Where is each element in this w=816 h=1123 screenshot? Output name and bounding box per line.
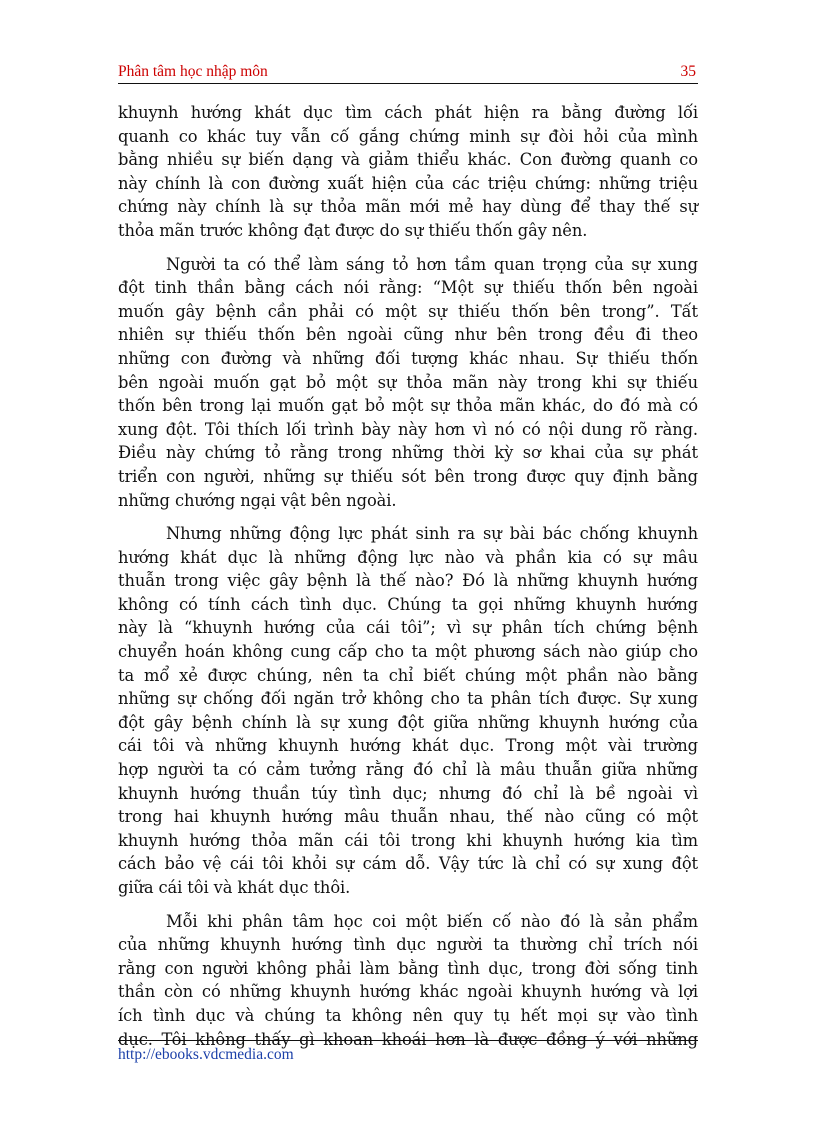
text-line: rằng con người không phải làm bằng tình dục, trong đời sống tinh — [118, 958, 698, 978]
text-line: đột gây bệnh chính là sự xung đột giữa những khuynh hướng của — [118, 712, 698, 732]
page-number: 35 — [680, 63, 696, 80]
text-line: thuẫn trong việc gây bệnh là thế nào? Đó là những khuynh hướng — [118, 571, 698, 591]
paragraph-2 — [118, 253, 698, 513]
text-line: bằng nhiều sự biến dạng và giảm thiểu khác. Con đường quanh co — [118, 150, 698, 170]
text-line: cách bảo vệ cái tôi khỏi sự cám dỗ. Vậy tức là chỉ có sự xung đột — [118, 854, 698, 874]
text-line: ích tình dục và chúng ta không nên quy tụ hết mọi sự vào tình — [118, 1005, 698, 1025]
paragraph-4 — [118, 910, 698, 1052]
text-line: khuynh hướng khát dục tìm cách phát hiện ra bằng đường lối — [118, 103, 698, 122]
text-line: dục. Tôi không thấy gì khoan khoái hơn là được đồng ý với những — [118, 1029, 698, 1049]
text-line: chứng này chính là sự thỏa mãn mới mẻ hay dùng để thay thế sự — [118, 197, 698, 217]
text-line: hợp người ta có cảm tưởng rằng đó chỉ là mâu thuẫn giữa những — [118, 760, 698, 780]
text-line: này là “khuynh hướng của cái tôi”; vì sự phân tích chứng bệnh — [118, 618, 698, 638]
text-line: bên ngoài muốn gạt bỏ một sự thỏa mãn này trong khi sự thiếu — [118, 372, 698, 392]
text-line: của những khuynh hướng tình dục người ta thường chỉ trích nói — [118, 935, 698, 955]
text-line: trong hai khuynh hướng mâu thuẫn nhau, thế nào cũng có một — [118, 807, 698, 827]
book-title: Phân tâm học nhập môn — [118, 63, 268, 80]
text-line: đột tinh thần bằng cách nói rằng: “Một sự thiếu thốn bên ngoài — [118, 278, 698, 298]
paragraph-1 — [118, 101, 698, 243]
text-line: những con đường và những đối tượng khác nhau. Sự thiếu thốn — [118, 348, 698, 368]
text-line: giữa cái tôi và khát dục thôi. — [118, 878, 351, 897]
text-line: những chướng ngại vật bên ngoài. — [118, 490, 397, 510]
text-line: muốn gây bệnh cần phải có một sự thiếu thốn bên trong”. Tất — [118, 301, 698, 321]
text-line: khuynh hướng thuần túy tình dục; nhưng đó chỉ là bề ngoài vì — [118, 783, 698, 803]
paragraph-3 — [118, 522, 698, 900]
text-line: thốn bên trong lại muốn gạt bỏ một sự thỏa mãn khác, do đó mà có — [118, 396, 698, 416]
text-line: Nhưng những động lực phát sinh ra sự bài bác chống khuynh — [166, 524, 698, 544]
text-line: cái tôi và những khuynh hướng khát dục. Trong một vài trường — [118, 736, 698, 756]
text-line: không có tính cách tình dục. Chúng ta gọi những khuynh hướng — [118, 594, 698, 614]
footer-link[interactable]: http://ebooks.vdcmedia.com — [118, 1046, 294, 1063]
text-line: quanh co khác tuy vẫn cố gắng chứng minh sự đòi hỏi của mình — [118, 126, 698, 146]
text-line: triển con người, những sự thiếu sót bên trong được quy định bằng — [118, 466, 698, 486]
text-line: thỏa mãn trước không đạt được do sự thiếu thốn gây nên. — [118, 220, 588, 240]
text-line: thần còn có những khuynh hướng khác ngoài khuynh hướng và lợi — [118, 982, 698, 1002]
header-rule — [118, 83, 698, 84]
text-line: Điều này chứng tỏ rằng trong những thời kỳ sơ khai của sự phát — [118, 443, 698, 463]
text-line: khuynh hướng thỏa mãn cái tôi trong khi khuynh hướng kia tìm — [118, 830, 698, 850]
text-line: xung đột. Tôi thích lối trình bày này hơn vì nó có nội dung rõ ràng. — [118, 419, 698, 439]
footer-rule — [118, 1040, 698, 1041]
page-header — [118, 63, 698, 81]
text-line: nhiên sự thiếu thốn bên ngoài cũng như bên trong đều đi theo — [118, 325, 698, 345]
body-text — [118, 101, 698, 1061]
text-line: những sự chống đối ngăn trở không cho ta phân tích được. Sự xung — [118, 689, 698, 709]
text-line: ta mổ xẻ được chúng, nên ta chỉ biết chúng một phần nào bằng — [118, 665, 698, 685]
text-line: Người ta có thể làm sáng tỏ hơn tầm quan trọng của sự xung — [166, 254, 698, 274]
text-line: Mỗi khi phân tâm học coi một biến cố nào đó là sản phẩm — [166, 911, 698, 931]
text-line: hướng khát dục là những động lực nào và phần kia có sự mâu — [118, 547, 698, 567]
text-line: chuyển hoán không cung cấp cho ta một phương sách nào giúp cho — [118, 642, 698, 662]
text-line: này chính là con đường xuất hiện của các triệu chứng: những triệu — [118, 173, 698, 193]
